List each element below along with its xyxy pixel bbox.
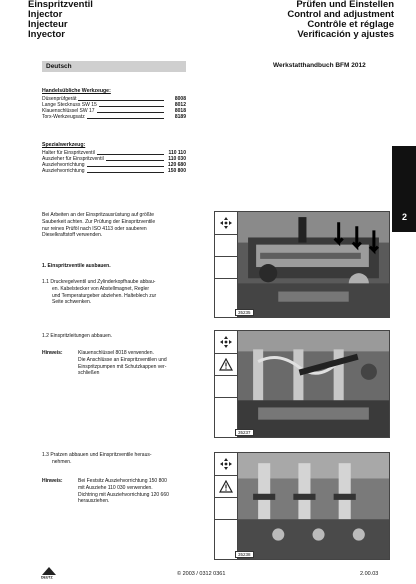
view-orientation-icon xyxy=(215,453,237,476)
header-left-line-3: Injecteur xyxy=(28,19,68,30)
hint-2 xyxy=(42,478,202,505)
tool-number: 110 110 xyxy=(168,150,186,156)
intro-line: Sauberkeit achten. Zur Prüfung der Einspritzventile xyxy=(42,218,156,225)
tool-number: 150 800 xyxy=(167,168,186,174)
header-right-line-2: Control and adjustment xyxy=(287,9,394,20)
figure-side-cell xyxy=(215,256,237,279)
header-right-line-4: Verificación y ajustes xyxy=(297,29,394,40)
step-line: en. Kabelstecker von Abstellmagnet, Regler xyxy=(52,285,149,292)
step-1-1 xyxy=(42,279,192,306)
special-tools-block xyxy=(42,142,186,174)
hint-line: herausziehen. xyxy=(78,498,110,505)
tool-number: 110 030 xyxy=(168,156,186,162)
figure-side-cell xyxy=(215,234,237,257)
step-line: nehmen. xyxy=(52,458,72,465)
step-line: Seite schwenken. xyxy=(52,299,92,306)
view-orientation-icon xyxy=(215,331,237,354)
leader-line xyxy=(106,156,164,161)
tool-name: Düsenprüfgerät xyxy=(42,96,77,102)
copyright: © 2003 / 0312 0361 xyxy=(177,571,226,577)
svg-text:DEUTZ: DEUTZ xyxy=(41,575,53,579)
step-line: und Temperaturgeber abziehen. Halteblech zur xyxy=(52,292,157,299)
intro-line: Dieselkraftstoff verwenden. xyxy=(42,232,103,239)
leader-line xyxy=(87,168,164,173)
hint-label: Hinweis: xyxy=(42,478,63,484)
tool-name: Ausziehvorrichtung xyxy=(42,162,85,168)
figure-1 xyxy=(214,211,390,318)
warning-icon xyxy=(215,353,237,376)
intro-line: nur reines Prüföl nach ISO 4113 oder sauberen xyxy=(42,225,147,232)
hint-1 xyxy=(42,350,197,377)
hint-line: schließen xyxy=(78,370,100,377)
tool-number: 120 680 xyxy=(167,162,186,168)
step-1-3 xyxy=(42,452,192,466)
header-right-line-3: Contrôle et réglage xyxy=(307,19,394,30)
tool-name: Klauenschlüssel SW 17 xyxy=(42,108,95,114)
figure-3 xyxy=(214,452,390,560)
intro-paragraph xyxy=(42,212,192,239)
page-number: 2.00.03 xyxy=(360,571,379,577)
figure-sidebar xyxy=(215,331,238,437)
step-line: 1.1 Druckregelventil und Zylinderkopfhaube abbau- xyxy=(42,279,156,285)
tool-name: Auszieher für Einspritzventil xyxy=(42,156,104,162)
leader-line xyxy=(97,150,164,155)
chapter-number: 2 xyxy=(402,212,408,222)
tool-row xyxy=(42,114,186,120)
special-tools-title: Spezialwerkzeug: xyxy=(42,142,86,148)
hint-line: Klauenschlüssel 8018 verwenden. xyxy=(78,350,154,356)
figure-side-cell xyxy=(215,497,237,520)
section-heading: 1. Einspritzventile ausbauen. xyxy=(42,263,111,269)
tool-number: 8012 xyxy=(174,102,186,108)
injector-removal-photo xyxy=(238,453,389,559)
leader-line xyxy=(78,96,164,101)
deutz-logo xyxy=(40,566,58,584)
tool-name: Halter für Einspritzventil xyxy=(42,150,95,156)
header-left-line-1: Einspritzventil xyxy=(28,0,93,10)
hint-line: Dichtring mit Ausziehvorrichtung 120 660 xyxy=(78,491,169,498)
deutz-logo-icon xyxy=(40,567,58,579)
figure-sidebar xyxy=(215,212,238,317)
language-bar xyxy=(42,61,186,72)
header-left-line-2: Injector xyxy=(28,9,63,20)
hint-line: Einspritzpumpen mit Schutzkappen ver- xyxy=(78,363,167,370)
warning-icon xyxy=(215,475,237,498)
figure-sidebar xyxy=(215,453,238,559)
view-orientation-icon xyxy=(215,212,237,235)
chapter-tab xyxy=(392,146,416,232)
step-line: 1.3 Pratzen abbauen und Einspritzventile heraus- xyxy=(42,452,152,458)
header-right-line-1: Prüfen und Einstellen xyxy=(296,0,394,10)
step-1-2: 1.2 Einspritzleitungen abbauen. xyxy=(42,333,113,339)
tool-number: 8018 xyxy=(174,108,186,114)
tool-name: Lange Stecknuss SW 15 xyxy=(42,102,97,108)
hint-label: Hinweis: xyxy=(42,350,63,356)
leader-line xyxy=(87,162,164,167)
figure-side-cell xyxy=(215,375,237,398)
engine-photo xyxy=(238,212,389,317)
hint-line: Die Anschlüsse an Einspritzventilen und xyxy=(78,356,167,363)
manual-title: Werkstatthandbuch BFM 2012 xyxy=(273,62,366,69)
tool-name: Ausziehvorrichtung xyxy=(42,168,85,174)
tool-number: 8189 xyxy=(174,114,186,120)
header-title-left xyxy=(28,0,93,40)
standard-tools-block xyxy=(42,88,186,120)
leader-line xyxy=(97,108,164,113)
standard-tools-title: Handelsübliche Werkzeuge: xyxy=(42,88,111,94)
injection-lines-photo xyxy=(238,331,389,437)
header-title-right xyxy=(287,0,394,40)
language-label: Deutsch xyxy=(46,63,72,70)
leader-line xyxy=(99,102,164,107)
header-left-line-4: Inyector xyxy=(28,29,65,40)
figure-number: 35237 xyxy=(235,429,254,436)
figure-number: 35238 xyxy=(235,551,254,558)
hint-line: Bei Festsitz Ausziehvorrichtung 150 800 xyxy=(78,478,167,484)
figure-2 xyxy=(214,330,390,438)
tool-row xyxy=(42,168,186,174)
tool-number: 8008 xyxy=(174,96,186,102)
leader-line xyxy=(87,114,164,119)
tool-name: Torx-Werkzeugsatz xyxy=(42,114,85,120)
intro-line: Bei Arbeiten an der Einspritzausrüstung auf größte xyxy=(42,212,155,218)
figure-number: 35235 xyxy=(235,309,254,316)
hint-line: mit Ausziehe 110 030 verwenden. xyxy=(78,484,153,491)
